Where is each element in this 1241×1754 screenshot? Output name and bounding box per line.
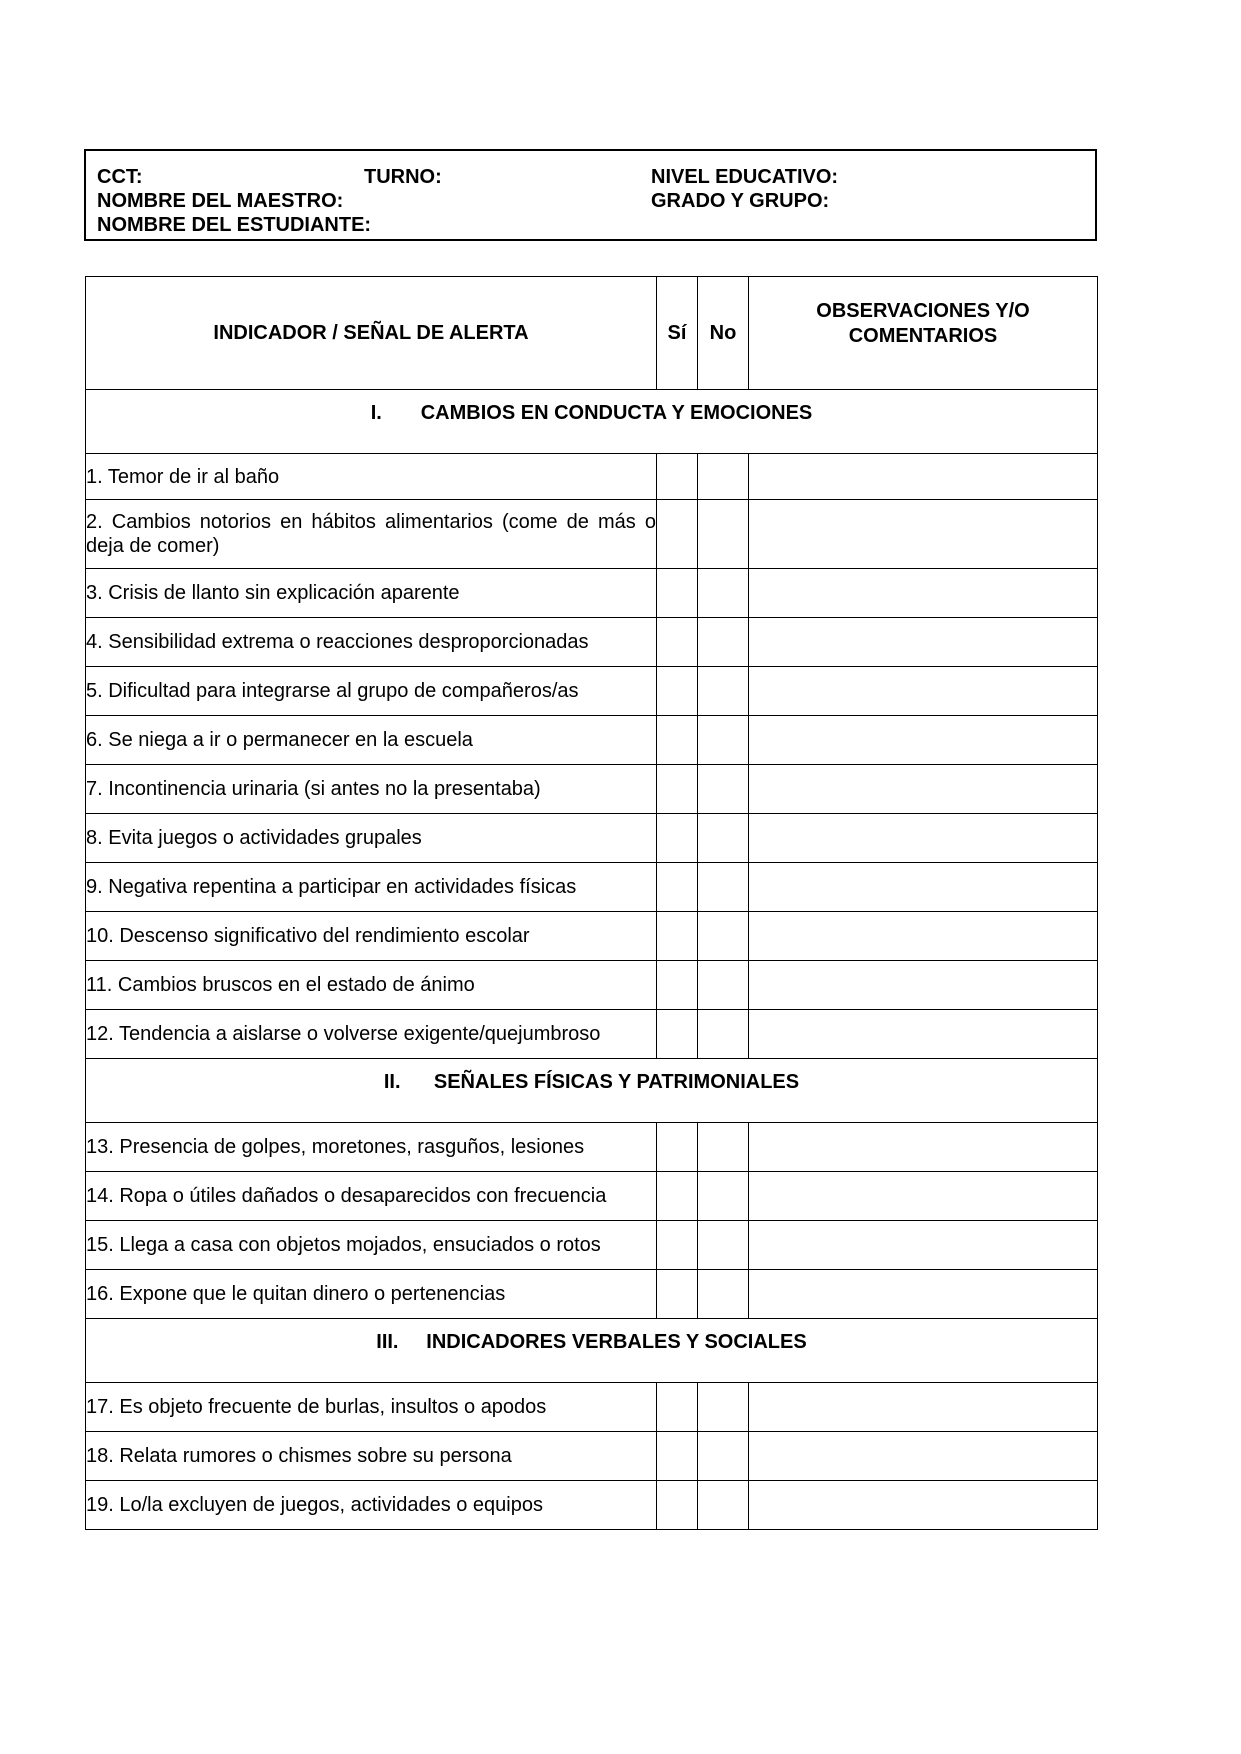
si-checkbox-cell[interactable] <box>657 961 698 1010</box>
no-checkbox-cell[interactable] <box>698 716 749 765</box>
table-row <box>86 1172 1098 1221</box>
indicator-text: 2. Cambios notorios en hábitos alimentarios (come de más o deja de comer) <box>86 500 657 569</box>
section-title: INDICADORES VERBALES Y SOCIALES <box>426 1331 807 1353</box>
si-checkbox-cell[interactable] <box>657 569 698 618</box>
cct-label: CCT: <box>97 166 143 188</box>
si-checkbox-cell[interactable] <box>657 912 698 961</box>
table-row <box>86 1221 1098 1270</box>
no-checkbox-cell[interactable] <box>698 1383 749 1432</box>
si-checkbox-cell[interactable] <box>657 1270 698 1319</box>
si-checkbox-cell[interactable] <box>657 1383 698 1432</box>
indicator-text: 8. Evita juegos o actividades grupales <box>86 814 657 863</box>
observations-cell[interactable] <box>749 1481 1098 1530</box>
nivel-educativo-label: NIVEL EDUCATIVO: <box>651 166 839 188</box>
indicator-text: 12. Tendencia a aislarse o volverse exigente/quejumbroso <box>86 1010 657 1059</box>
observations-cell[interactable] <box>749 500 1098 569</box>
section-title-cell <box>86 390 1098 454</box>
indicator-text: 13. Presencia de golpes, moretones, rasguños, lesiones <box>86 1123 657 1172</box>
observations-cell[interactable] <box>749 454 1098 500</box>
si-checkbox-cell[interactable] <box>657 814 698 863</box>
indicator-text: 14. Ropa o útiles dañados o desaparecidos con frecuencia <box>86 1172 657 1221</box>
observations-cell[interactable] <box>749 1221 1098 1270</box>
observations-cell[interactable] <box>749 716 1098 765</box>
no-checkbox-cell[interactable] <box>698 1481 749 1530</box>
section-number: III. <box>376 1331 399 1353</box>
observations-cell[interactable] <box>749 618 1098 667</box>
section-header-row <box>86 390 1098 454</box>
observations-cell[interactable] <box>749 1123 1098 1172</box>
no-checkbox-cell[interactable] <box>698 1221 749 1270</box>
si-checkbox-cell[interactable] <box>657 863 698 912</box>
indicator-text: 3. Crisis de llanto sin explicación aparente <box>86 569 657 618</box>
si-checkbox-cell[interactable] <box>657 765 698 814</box>
observations-cell[interactable] <box>749 814 1098 863</box>
observations-cell[interactable] <box>749 1172 1098 1221</box>
observations-column-header <box>749 277 1098 390</box>
observations-cell[interactable] <box>749 1432 1098 1481</box>
observations-cell[interactable] <box>749 961 1098 1010</box>
table-row <box>86 454 1098 500</box>
si-checkbox-cell[interactable] <box>657 716 698 765</box>
no-checkbox-cell[interactable] <box>698 1270 749 1319</box>
si-checkbox-cell[interactable] <box>657 1221 698 1270</box>
indicator-text: 19. Lo/la excluyen de juegos, actividades o equipos <box>86 1481 657 1530</box>
observations-cell[interactable] <box>749 1010 1098 1059</box>
table-header-row <box>86 277 1098 390</box>
no-checkbox-cell[interactable] <box>698 1010 749 1059</box>
observations-cell[interactable] <box>749 863 1098 912</box>
indicator-text: 15. Llega a casa con objetos mojados, ensuciados o rotos <box>86 1221 657 1270</box>
si-checkbox-cell[interactable] <box>657 500 698 569</box>
si-checkbox-cell[interactable] <box>657 1010 698 1059</box>
table-row <box>86 618 1098 667</box>
si-column-header: Sí <box>657 277 698 390</box>
si-checkbox-cell[interactable] <box>657 1123 698 1172</box>
indicator-text: 17. Es objeto frecuente de burlas, insultos o apodos <box>86 1383 657 1432</box>
section-title-cell <box>86 1319 1098 1383</box>
indicator-text: 18. Relata rumores o chismes sobre su persona <box>86 1432 657 1481</box>
alert-indicator-table <box>85 276 1098 1530</box>
observations-cell[interactable] <box>749 667 1098 716</box>
si-checkbox-cell[interactable] <box>657 1481 698 1530</box>
observations-header-line1: OBSERVACIONES Y/O <box>816 300 1030 322</box>
observations-cell[interactable] <box>749 569 1098 618</box>
observations-cell[interactable] <box>749 1383 1098 1432</box>
section-number: I. <box>370 402 382 424</box>
indicator-text: 1. Temor de ir al baño <box>86 454 657 500</box>
grado-grupo-label: GRADO Y GRUPO: <box>651 190 830 212</box>
table-row <box>86 1270 1098 1319</box>
si-checkbox-cell[interactable] <box>657 618 698 667</box>
section-number: II. <box>383 1071 401 1093</box>
indicator-column-header: INDICADOR / SEÑAL DE ALERTA <box>86 277 657 390</box>
indicator-text: 7. Incontinencia urinaria (si antes no la presentaba) <box>86 765 657 814</box>
table-row <box>86 1481 1098 1530</box>
no-checkbox-cell[interactable] <box>698 500 749 569</box>
table-row <box>86 961 1098 1010</box>
table-row <box>86 569 1098 618</box>
indicator-text: 9. Negativa repentina a participar en actividades físicas <box>86 863 657 912</box>
si-checkbox-cell[interactable] <box>657 667 698 716</box>
table-row <box>86 1383 1098 1432</box>
no-checkbox-cell[interactable] <box>698 1123 749 1172</box>
turno-label: TURNO: <box>364 166 442 188</box>
no-checkbox-cell[interactable] <box>698 569 749 618</box>
table-row <box>86 863 1098 912</box>
table-row <box>86 1123 1098 1172</box>
table-row <box>86 912 1098 961</box>
observations-cell[interactable] <box>749 1270 1098 1319</box>
indicator-text: 4. Sensibilidad extrema o reacciones desproporcionadas <box>86 618 657 667</box>
no-checkbox-cell[interactable] <box>698 667 749 716</box>
table-row <box>86 500 1098 569</box>
observations-header-line2: COMENTARIOS <box>848 325 998 347</box>
indicator-text: 10. Descenso significativo del rendimiento escolar <box>86 912 657 961</box>
indicator-text: 16. Expone que le quitan dinero o pertenencias <box>86 1270 657 1319</box>
section-title: CAMBIOS EN CONDUCTA Y EMOCIONES <box>420 402 813 424</box>
no-column-header: No <box>698 277 749 390</box>
no-checkbox-cell[interactable] <box>698 961 749 1010</box>
indicator-text: 11. Cambios bruscos en el estado de ánimo <box>86 961 657 1010</box>
student-info-header <box>84 149 1097 241</box>
no-checkbox-cell[interactable] <box>698 618 749 667</box>
no-checkbox-cell[interactable] <box>698 863 749 912</box>
si-checkbox-cell[interactable] <box>657 1432 698 1481</box>
si-checkbox-cell[interactable] <box>657 454 698 500</box>
observations-cell[interactable] <box>749 765 1098 814</box>
section-header-row <box>86 1059 1098 1123</box>
no-checkbox-cell[interactable] <box>698 1172 749 1221</box>
no-checkbox-cell[interactable] <box>698 814 749 863</box>
section-title-cell <box>86 1059 1098 1123</box>
nombre-maestro-label: NOMBRE DEL MAESTRO: <box>97 190 344 212</box>
section-title: SEÑALES FÍSICAS Y PATRIMONIALES <box>433 1071 800 1093</box>
table-row <box>86 716 1098 765</box>
table-row <box>86 667 1098 716</box>
no-checkbox-cell[interactable] <box>698 765 749 814</box>
table-row <box>86 814 1098 863</box>
table-row <box>86 765 1098 814</box>
section-header-row <box>86 1319 1098 1383</box>
nombre-estudiante-label: NOMBRE DEL ESTUDIANTE: <box>97 214 372 236</box>
indicator-text: 6. Se niega a ir o permanecer en la escuela <box>86 716 657 765</box>
observations-cell[interactable] <box>749 912 1098 961</box>
table-row <box>86 1010 1098 1059</box>
table-body <box>86 390 1098 1530</box>
si-checkbox-cell[interactable] <box>657 1172 698 1221</box>
no-checkbox-cell[interactable] <box>698 454 749 500</box>
no-checkbox-cell[interactable] <box>698 1432 749 1481</box>
indicator-text: 5. Dificultad para integrarse al grupo de compañeros/as <box>86 667 657 716</box>
table-row <box>86 1432 1098 1481</box>
no-checkbox-cell[interactable] <box>698 912 749 961</box>
